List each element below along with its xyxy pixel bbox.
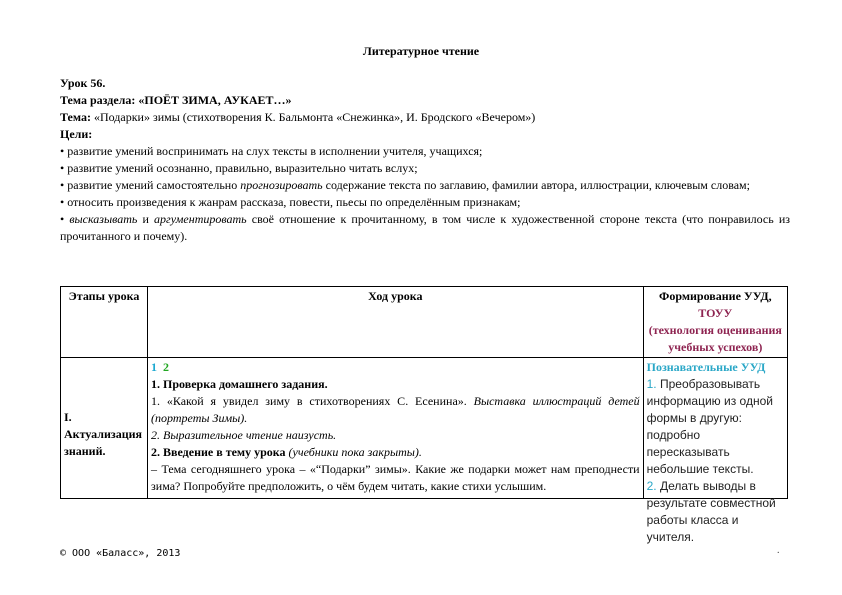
document-title: Литературное чтение: [362, 44, 480, 58]
table-header-row: [61, 287, 788, 358]
course-item-title: [151, 444, 640, 461]
table-row: [61, 358, 788, 499]
header-uud: [643, 287, 787, 358]
uud-num: 1.: [646, 377, 657, 391]
uud-text: Делать выводы в результате совместной работы класса и учителя.: [646, 479, 776, 544]
course-item: [151, 427, 640, 444]
uud-cell: [643, 358, 787, 544]
uud-item: [647, 376, 784, 478]
course-italic: Выставка иллюстраций детей (портреты Зимы).: [151, 394, 640, 425]
goals-label: Цели:: [60, 127, 93, 141]
footer-mark: .: [777, 545, 780, 556]
course-italic: 2. Выразительное чтение наизусть.: [151, 428, 337, 442]
header-touu: ТОУУ: [698, 306, 733, 320]
lesson-plan-table: [60, 286, 788, 544]
goal-text: содержание текста по заглавию, фамилии автора, иллюстрации, ключевым словам;: [325, 178, 750, 192]
course-numbers: [151, 359, 640, 376]
goal-item: • развитие умений осознанно, правильно, выразительно читать вслух;: [60, 161, 418, 175]
stage-cell: I. Актуализация знаний.: [61, 358, 148, 499]
course-cell: [148, 358, 644, 499]
section-line: [60, 92, 790, 109]
header-uud-label: Формирование УУД,: [659, 289, 772, 303]
course-item: [151, 393, 640, 427]
course-item: – Тема сегодняшнего урока – «“Подарки” зимы». Какие же подарки может нам преподнести зима? Попробуйте предположить, о чём будем читать, какие стихи услышим.: [151, 462, 640, 493]
header-stages: Этапы урока: [61, 287, 148, 358]
footer-copyright: © ООО «Баласс», 2013: [60, 548, 181, 559]
number-1: 1: [151, 360, 158, 374]
course-item-title: 1. Проверка домашнего задания.: [151, 377, 328, 391]
goal-item: [60, 211, 790, 245]
section-value: «ПОЁТ ЗИМА, АУКАЕТ…»: [138, 93, 292, 107]
course-text: 1. «Какой я увидел зиму в стихотворениях С. Есенина».: [151, 394, 467, 408]
uud-num: 2.: [646, 479, 657, 493]
header-course: Ход урока: [148, 287, 644, 358]
course-italic: (учебники пока закрыты).: [288, 445, 422, 459]
topic-value: «Подарки» зимы (стихотворения К. Бальмонта «Снежинка», И. Бродского «Вечером»): [93, 110, 536, 124]
goal-italic: аргументировать: [154, 212, 247, 226]
goal-italic: прогнозировать: [240, 178, 323, 192]
uud-item: [647, 478, 784, 546]
course-title-text: 2. Введение в тему урока: [151, 445, 286, 459]
lesson-number: Урок 56.: [60, 76, 106, 90]
goal-item: [60, 177, 790, 194]
topic-line: [60, 109, 790, 126]
goal-text: своё отношение к прочитанному, в том числе к художественной стороне текста (что понравилось из прочитанного и почему).: [60, 212, 791, 243]
goal-bullet: •: [60, 212, 65, 226]
section-label: Тема раздела:: [60, 93, 136, 107]
goal-text: и: [142, 212, 149, 226]
goal-italic: высказывать: [69, 212, 138, 226]
uud-text: Преобразовывать информацию из одной формы в другую: подробно пересказывать небольшие тексты.: [646, 377, 773, 476]
goal-item: • развитие умений воспринимать на слух тексты в исполнении учителя, учащихся;: [60, 144, 483, 158]
header-tech: (технология оценивания учебных успехов): [648, 323, 782, 354]
number-2: 2: [163, 360, 170, 374]
goal-text: • развитие умений самостоятельно: [60, 178, 238, 192]
lesson-header: [60, 75, 790, 245]
goal-item: • относить произведения к жанрам рассказа, повести, пьесы по определённым признакам;: [60, 195, 521, 209]
uud-title: Познавательные УУД: [646, 360, 766, 374]
topic-label: Тема:: [60, 110, 91, 124]
